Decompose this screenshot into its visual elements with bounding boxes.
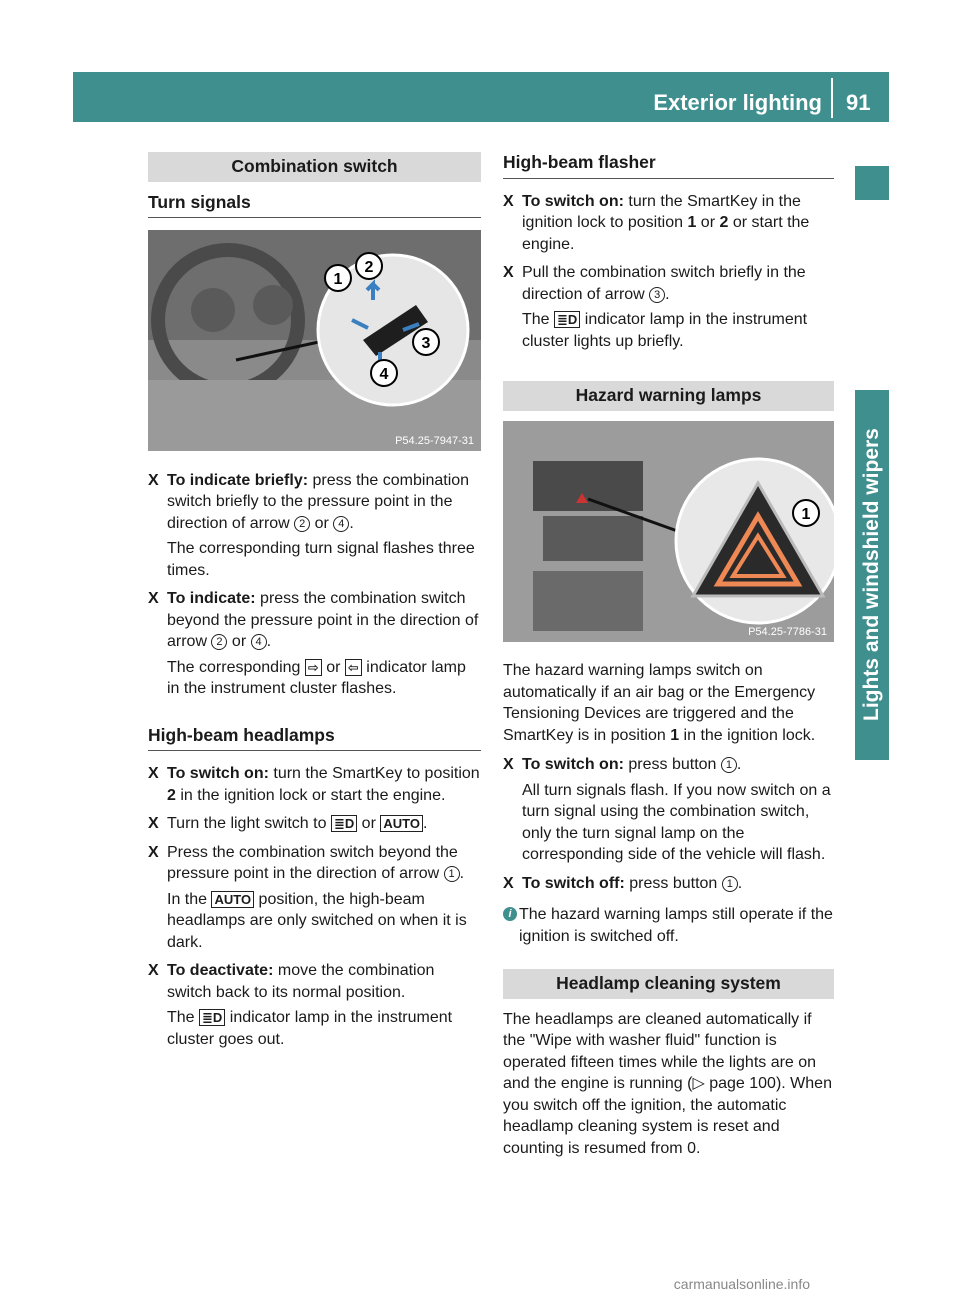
combination-switch-figure: [148, 230, 481, 451]
callout-1: [325, 265, 351, 291]
section-title-headlamp-cleaning: Headlamp cleaning system: [503, 969, 834, 999]
list-item: X Turn the light switch to ≣D or AUTO .: [148, 815, 428, 832]
list-item: X To switch on: turn the SmartKey to position 2 in the ignition lock or start the engine.: [148, 765, 480, 804]
heading-high-beam-flasher: High-beam flasher: [503, 152, 834, 179]
hazard-paragraph: The hazard warning lamps switch on automatically if an air bag or the Emergency Tensioning Devices are triggered and the SmartKey is in position 1 in the ignition lock.: [503, 662, 816, 744]
list-item: X Pull the combination switch briefly in the direction of arrow 3 . The ≣D indicator lamp in the instrument cluster lights up briefly.: [503, 264, 808, 350]
info-note: i The hazard warning lamps still operate if the ignition is switched off.: [503, 904, 834, 947]
hazard-button-figure: [503, 421, 834, 642]
footer-watermark: carmanualsonline.info: [673, 1276, 810, 1292]
low-beam-icon: ≣D: [331, 815, 357, 832]
left-turn-indicator-icon: ⇦: [345, 659, 362, 676]
page-number: 91: [846, 90, 871, 115]
list-item: X To indicate briefly: press the combination switch briefly to the pressure point in the direction of arrow 2 or 4 . The corresponding turn signal flashes three times.: [148, 471, 475, 579]
figure-code: P54.25-7786-31: [748, 625, 827, 638]
side-tab-label: Lights and windshield wipers: [860, 428, 883, 722]
info-icon: i: [503, 907, 517, 921]
svg-text:2: 2: [364, 259, 374, 276]
list-item: X To switch on: press button 1 . All turn signals flash. If you now switch on a turn signal using the combination switch, only the turn signal lamp on the corresponding side of the vehicle will flash.: [503, 756, 831, 863]
figure-code: P54.25-7947-31: [395, 435, 474, 447]
auto-light-icon: AUTO: [211, 891, 254, 908]
list-item: X To switch on: turn the SmartKey in the ignition lock to position 1 or 2 or start the engine.: [503, 192, 810, 253]
section-title-combination-switch: Combination switch: [148, 152, 481, 182]
side-tab-marker: [855, 166, 889, 200]
right-column: [503, 152, 834, 1167]
callout-1: [793, 500, 819, 526]
page-reference-link[interactable]: ▷ page 100: [692, 1075, 776, 1092]
callout-2: [356, 253, 382, 279]
heading-turn-signals: Turn signals: [148, 192, 481, 219]
list-item: X To switch off: press button 1 .: [503, 874, 743, 892]
svg-text:1: 1: [333, 271, 343, 288]
high-beam-icon: ≣D: [554, 311, 580, 328]
right-turn-indicator-icon: ⇨: [305, 659, 322, 676]
high-beam-icon: ≣D: [199, 1009, 225, 1026]
header-divider: [831, 78, 833, 118]
heading-high-beam-headlamps: High-beam headlamps: [148, 725, 481, 752]
left-column: [148, 152, 481, 1057]
cleaning-paragraph: The headlamps are cleaned automatically if the "Wipe with washer fluid" function is operated fifteen times while the lights are on and the engine is running (▷ page 100). When you switch off the ignition, the automatic headlamp cleaning system is reset and counting is resumed from 0.: [503, 1010, 832, 1157]
section-title-hazard-warning-lamps: Hazard warning lamps: [503, 381, 834, 411]
list-item: X To deactivate: move the combination switch back to its normal position. The ≣D indicator lamp in the instrument cluster goes out.: [148, 962, 453, 1048]
list-item: X Press the combination switch beyond the pressure point in the direction of arrow 1 . In the AUTO position, the high-beam headlamps are only switched on when it is dark.: [148, 843, 467, 951]
svg-text:3: 3: [421, 335, 431, 352]
callout-3: [413, 329, 439, 355]
svg-text:4: 4: [379, 366, 389, 383]
list-item: X To indicate: press the combination switch beyond the pressure point in the direction of arrow 2 or 4 . The corresponding ⇨ or ⇦ indicator lamp in the instrument cluster flashes.: [148, 590, 479, 697]
auto-light-icon: AUTO: [380, 815, 423, 832]
svg-text:1: 1: [801, 505, 811, 523]
callout-4: [371, 360, 397, 386]
page-title: Exterior lighting: [653, 90, 822, 115]
